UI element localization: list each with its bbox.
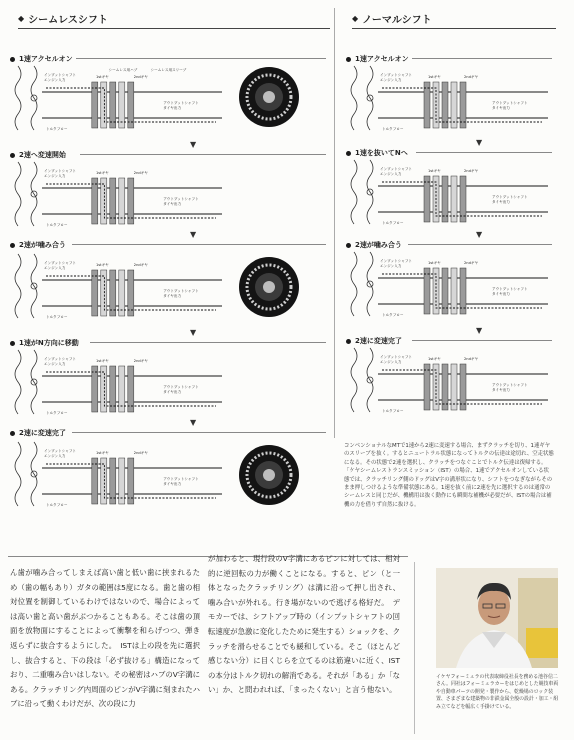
panel-title: 2速が噛み合う: [19, 241, 66, 249]
label-output-shaft: アウトプットシャフト: [163, 197, 199, 201]
panel-title: 2速へ変速開始: [19, 151, 66, 159]
label-torque-flow: トルクフロー: [46, 223, 68, 227]
label-tire-output: タイヤ出力: [492, 200, 510, 204]
label-gear2: 2ndギヤ: [464, 169, 479, 173]
chevron-down-icon: ▼: [190, 328, 197, 337]
panel-title: 1速アクセルオン: [355, 55, 409, 63]
shift-drum-line: [351, 160, 357, 224]
gear-block: [460, 176, 466, 222]
label-engine-power: エンジン入力: [44, 362, 66, 366]
label-engine-power: エンジン入力: [44, 78, 66, 82]
panel-title: 1速がN方向に移動: [19, 339, 79, 347]
label-output-shaft: アウトプットシャフト: [492, 287, 528, 291]
gear-block: [110, 366, 116, 412]
gear-disc-image: [238, 256, 300, 318]
label-torque-flow: トルクフロー: [382, 313, 404, 317]
shift-fork-line: [31, 66, 37, 130]
label-tire-output: タイヤ出力: [492, 106, 510, 110]
label-gear2: 2ndギヤ: [133, 171, 148, 175]
label-gear2: 2ndギヤ: [133, 75, 148, 79]
gear-block: [119, 458, 125, 504]
gear-block: [128, 458, 134, 504]
person-image: [436, 568, 558, 668]
gear-disc-image: [238, 444, 300, 506]
label-tire-output: タイヤ出力: [163, 390, 182, 394]
label-output-shaft: アウトプットシャフト: [163, 101, 199, 105]
label-input-shaft: インプットシャフト: [44, 169, 77, 173]
label-output-shaft: アウトプットシャフト: [492, 101, 528, 105]
chevron-down-icon: ▼: [476, 326, 483, 335]
diamond-icon: ◆: [18, 13, 25, 23]
diamond-icon: ◆: [352, 13, 359, 23]
gear-block: [460, 364, 466, 410]
portrait-photo: [436, 568, 558, 668]
label-gear2: 2ndギヤ: [133, 263, 148, 267]
column-divider: [414, 562, 415, 734]
gear-block: [128, 82, 134, 128]
label-input-shaft: インプットシャフト: [44, 261, 77, 265]
label-gear1: 1stギヤ: [96, 75, 109, 79]
label-gear1: 1stギヤ: [428, 357, 441, 361]
label-tire-output: タイヤ出力: [492, 388, 510, 392]
chevron-down-icon: ▼: [476, 138, 483, 147]
gear-block: [92, 366, 98, 412]
label-input-shaft: インプットシャフト: [380, 259, 413, 263]
chevron-down-icon: ▼: [190, 418, 197, 427]
label-seamless-hub: シームレス用ハブ: [108, 68, 138, 72]
panel-title: 2速に変速完了: [19, 429, 66, 437]
label-output-shaft: アウトプットシャフト: [163, 477, 199, 481]
gear-block: [442, 364, 448, 410]
photo-caption: イケヤフォーミュラの代表取締役社長を務める池谷信二さん。同社はフォーミュラカーをはじめとした競技車両や自動車パーツの開発・製作から、乾燥場のロック装置、さまざまな建築物の非鉄金属全般の設計・加工・組み立てなどを幅広く手掛けている。: [436, 674, 559, 710]
gear-block: [424, 82, 430, 128]
label-torque-flow: トルクフロー: [382, 127, 404, 131]
label-output-shaft: アウトプットシャフト: [492, 195, 528, 199]
label-tire-output: タイヤ出力: [163, 294, 182, 298]
gear-disc-image: [238, 66, 300, 128]
gear-block: [460, 82, 466, 128]
label-engine-power: エンジン入力: [44, 174, 66, 178]
right-section-title: ノーマルシフト: [362, 14, 432, 26]
panel-title: 1速アクセルオン: [19, 55, 73, 63]
label-output-shaft: アウトプットシャフト: [163, 385, 199, 389]
gear-block: [110, 178, 116, 224]
gear-block: [92, 270, 98, 316]
shift-fork-line: [31, 254, 37, 318]
label-engine-power: エンジン入力: [380, 264, 402, 268]
gear-block: [110, 82, 116, 128]
chevron-down-icon: ▼: [190, 230, 197, 239]
label-gear2: 2ndギヤ: [464, 357, 479, 361]
gear-block: [101, 270, 107, 316]
label-engine-power: エンジン入力: [380, 360, 402, 364]
gear-block: [442, 176, 448, 222]
gear-block: [451, 364, 457, 410]
body-column-1: ん歯が噛み合ってしまえば高い歯と低い歯に挟まれるため（歯の幅もあり）ガタの範囲は5度になる。歯と歯の相対位置を制御しているわけではないので、場合によっては高い歯と高い歯がぶつかることもある。そこは歯の頂面を放物面にすることによって衝撃を和らげつつ、弾き返らずに抜合するようにした。 ISTは上の段を先に選択し、抜合すると、下の段は「必ず抜ける」構造になっており、二重噛み合いはしない。その秘密はハブのV字溝にある。クラッチリング内周面のピンがV字溝に刻まれたハブに沿って動くわけだが、次の段に力: [10, 568, 200, 709]
panel-title: 1速を抜いてNへ: [355, 149, 408, 157]
label-input-shaft: インプットシャフト: [44, 357, 77, 361]
panel-title: 2速が噛み合う: [355, 241, 402, 249]
gear-block: [119, 82, 125, 128]
label-gear1: 1stギヤ: [96, 171, 109, 175]
label-gear2: 2ndギヤ: [464, 261, 479, 265]
gear-disc-photo: [238, 66, 300, 128]
gear-block: [119, 270, 125, 316]
label-gear1: 1stギヤ: [428, 169, 441, 173]
label-torque-flow: トルクフロー: [46, 127, 68, 131]
gear-block: [128, 178, 134, 224]
label-input-shaft: インプットシャフト: [380, 355, 413, 359]
label-gear1: 1stギヤ: [96, 263, 109, 267]
shift-fork-line: [367, 160, 373, 224]
label-gear1: 1stギヤ: [96, 451, 109, 455]
label-torque-flow: トルクフロー: [46, 503, 68, 507]
gear-block: [128, 366, 134, 412]
gear-block: [92, 82, 98, 128]
body-column-2: が加わると、現行段のV字溝にあるピンに対しては、相対的に逆回転の力が働くことになる。すると、ピン（と一体となったクラッチリング）は溝に沿って押し出され、噛み合いが外れる。行き場がないので逃げる格好だ。 デモカーでは、シフトアップ時の（インプットシャフトの回転速度が急激に変化したために発生する）ショックを、クラッチを滑らせることでも緩和している。そこ（ほとんど感じない分）に目くじらを立てるのは筋違いに近く、ISTの本分はトルク切れの解消である。それが「ある」か「ない」か、と問われれば、「まったくない」と言う他ない。: [208, 554, 401, 695]
label-torque-flow: トルクフロー: [46, 315, 68, 319]
gear-block: [451, 268, 457, 314]
shift-fork-line: [31, 350, 37, 414]
shift-drum-line: [351, 348, 357, 412]
label-torque-flow: トルクフロー: [382, 409, 404, 413]
gear-block: [451, 82, 457, 128]
chevron-down-icon: ▼: [190, 140, 197, 149]
label-engine-power: エンジン入力: [44, 454, 66, 458]
gear-block: [119, 178, 125, 224]
label-input-shaft: インプットシャフト: [44, 449, 77, 453]
gear-block: [460, 268, 466, 314]
gear-block: [442, 82, 448, 128]
label-output-shaft: アウトプットシャフト: [492, 383, 528, 387]
label-gear1: 1stギヤ: [428, 261, 441, 265]
gear-block: [110, 270, 116, 316]
gear-block: [92, 458, 98, 504]
label-input-shaft: インプットシャフト: [44, 73, 77, 77]
shift-fork-line: [31, 442, 37, 506]
gear-block: [451, 176, 457, 222]
label-torque-flow: トルクフロー: [46, 411, 68, 415]
gear-block: [101, 178, 107, 224]
label-engine-power: エンジン入力: [44, 266, 66, 270]
label-gear2: 2ndギヤ: [464, 75, 479, 79]
left-section-title: シームレスシフト: [28, 14, 108, 26]
label-tire-output: タイヤ出力: [492, 292, 510, 296]
label-gear1: 1stギヤ: [428, 75, 441, 79]
gear-block: [101, 82, 107, 128]
gear-disc-photo: [238, 444, 300, 506]
gear-block: [424, 364, 430, 410]
gear-block: [128, 270, 134, 316]
shift-fork-line: [367, 66, 373, 130]
label-gear2: 2ndギヤ: [133, 451, 148, 455]
explanation-note: コンベンショナルなMTで1速から2速に変速する場合、まずクラッチを切り、1速ギヤのスリーブを抜く。するとニュートラル状態になってトルクの伝達は途切れ、空走状態になる。その状態で2速を選択し、クラッチをつなぐことでトルク伝達は復帰する。「ケヤシームレストランスミッション（IST）の場合、1速でアクセルオンしている状態では、クラッチリング側のドッグはV字の溝形状になり、シフトをつなぎながらそのまま押しつけるような準備状態にある。1速を抜く前に2速を先に選択するのは通常のシームレスと同じだが、機構用は抜く動作にも瞬間な補機が必要だが、ISTの場合は補機の力を借りず自然に抜ける。: [344, 443, 554, 508]
label-output-shaft: アウトプットシャフト: [163, 289, 199, 293]
label-tire-output: タイヤ出力: [163, 482, 182, 486]
gear-block: [442, 268, 448, 314]
shift-drum-line: [351, 66, 357, 130]
gear-block: [424, 268, 430, 314]
gear-block: [101, 458, 107, 504]
chevron-down-icon: ▼: [476, 230, 483, 239]
label-input-shaft: インプットシャフト: [380, 73, 413, 77]
shift-drum-line: [15, 162, 21, 226]
label-engine-power: エンジン入力: [380, 172, 402, 176]
gear-block: [424, 176, 430, 222]
label-seamless-sleeve: シームレス用スリーブ: [150, 68, 187, 72]
label-engine-power: エンジン入力: [380, 78, 402, 82]
gear-block: [101, 366, 107, 412]
label-gear1: 1stギヤ: [96, 359, 109, 363]
label-tire-output: タイヤ出力: [163, 106, 182, 110]
gear-block: [119, 366, 125, 412]
shift-drum-line: [15, 442, 21, 506]
panel-title: 2速に変速完了: [355, 337, 402, 345]
gear-block: [110, 458, 116, 504]
shift-fork-line: [367, 348, 373, 412]
label-gear2: 2ndギヤ: [133, 359, 148, 363]
label-tire-output: タイヤ出力: [163, 202, 182, 206]
label-torque-flow: トルクフロー: [382, 221, 404, 225]
shift-drum-line: [15, 66, 21, 130]
gear-disc-photo: [238, 256, 300, 318]
shift-fork-line: [31, 162, 37, 226]
shift-drum-line: [351, 252, 357, 316]
shift-fork-line: [367, 252, 373, 316]
gear-block: [92, 178, 98, 224]
shift-drum-line: [15, 254, 21, 318]
label-input-shaft: インプットシャフト: [380, 167, 413, 171]
shift-drum-line: [15, 350, 21, 414]
